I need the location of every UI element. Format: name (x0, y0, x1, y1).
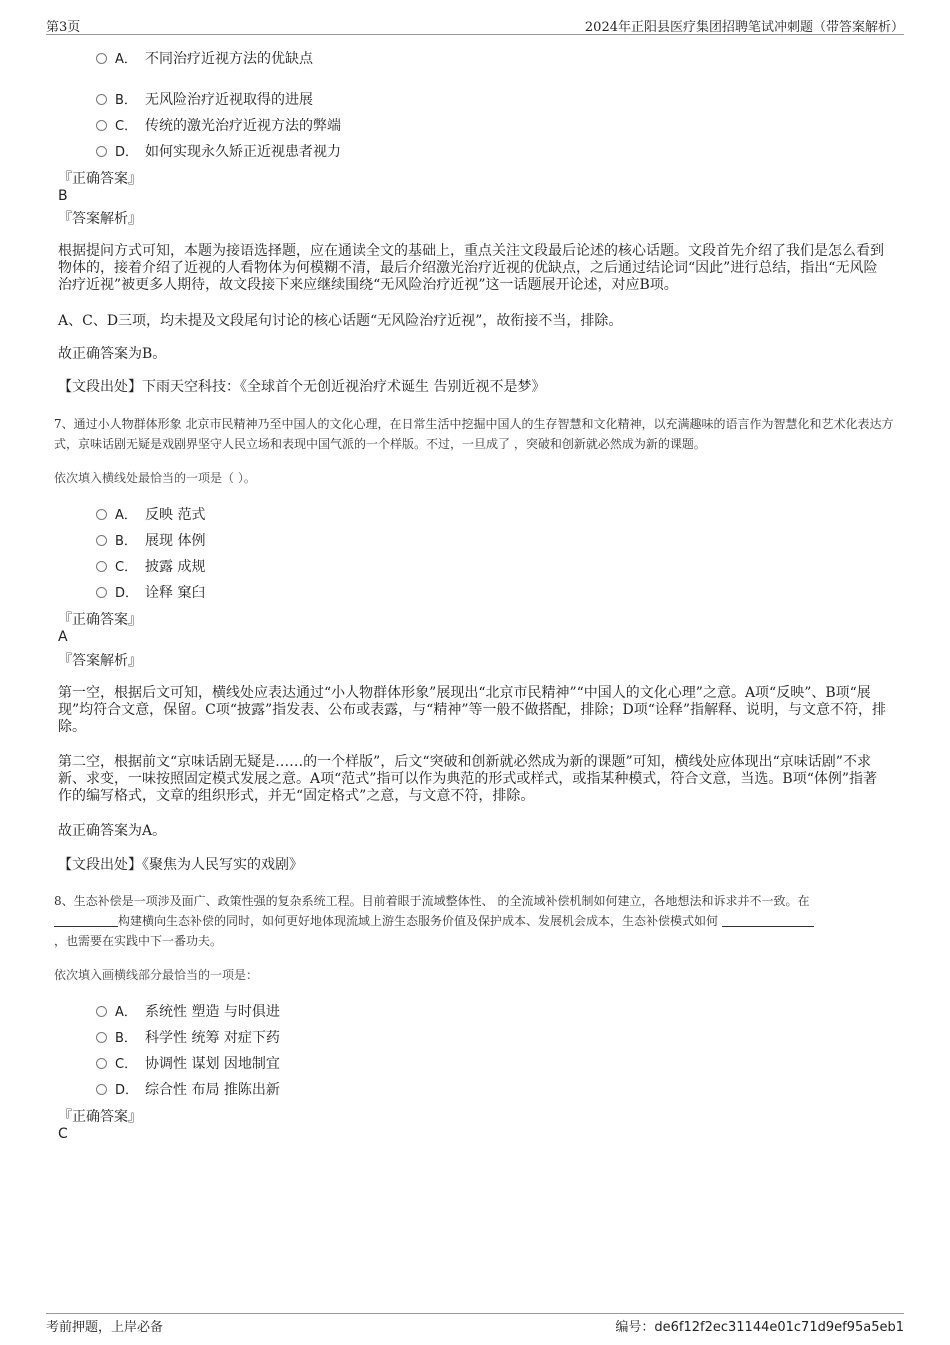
q6-analysis-p2: A、C、D三项，均未提及文段尾句讨论的核心话题“无风险治疗近视”，故衔接不当，排除。 (58, 313, 623, 329)
q7-analysis-label: 『答案解析』 (58, 653, 142, 669)
q7-analysis-p1: 第一空，根据后文可知，横线处应表达通过“小人物群体形象”展现出“北京市民精神”“中国人的文化心理”之意。A项“反映”、B项“展现”均符合文意，保留。C项“披露”指发表、公布或表露，与“精神”等一般不做搭配，排除；D项“诠释”指解释、说明，与文意不符，排除。 (58, 685, 887, 735)
q7-answer-label: 『正确答案』 (58, 612, 142, 628)
page-number: 第3页 (46, 20, 81, 35)
footer-code: 编号：de6f12f2ec31144e01c71d9ef95a5eb1 (615, 1320, 904, 1335)
radio-icon[interactable] (96, 146, 107, 157)
radio-icon[interactable] (96, 1084, 107, 1095)
q7-answer: A (58, 629, 68, 645)
q7-option-c[interactable]: C． 披露 成规 (96, 556, 205, 576)
page-footer (46, 1313, 904, 1334)
radio-icon[interactable] (96, 120, 107, 131)
document-title: 2024年正阳县医疗集团招聘笔试冲刺题（带答案解析） (584, 20, 904, 35)
q7-analysis-p3: 故正确答案为A。 (58, 823, 167, 839)
q8-blank-2 (54, 914, 118, 927)
q8-instruction: 依次填入画横线部分最恰当的一项是： (54, 968, 259, 982)
radio-icon[interactable] (96, 94, 107, 105)
q6-option-c[interactable]: C． 传统的激光治疗近视方法的弊端 (96, 115, 341, 135)
q8-answer: C (58, 1126, 68, 1142)
q8-blank-3 (722, 914, 814, 927)
q7-question: 7、通过小人物群体形象 北京市民精神乃至中国人的文化心理，在日常生活中挖掘中国人的生存智慧和文化精神，以充满趣味的语言作为智慧化和艺术化表达方式，京味话剧无疑是戏剧界坚守人民立场和表现中国气派的一个样版。不过，一旦成了 ，突破和创新就必然成为新的课题。 (54, 417, 894, 451)
q6-option-d[interactable]: D． 如何实现永久矫正近视患者视力 (96, 141, 341, 161)
q6-analysis-label: 『答案解析』 (58, 211, 142, 227)
q6-option-b[interactable]: B． 无风险治疗近视取得的进展 (96, 89, 313, 109)
radio-icon[interactable] (96, 53, 107, 64)
q7-option-a[interactable]: A． 反映 范式 (96, 504, 205, 524)
radio-icon[interactable] (96, 1058, 107, 1069)
q6-answer-label: 『正确答案』 (58, 171, 142, 187)
radio-icon[interactable] (96, 1006, 107, 1017)
q7-option-d[interactable]: D． 诠释 窠臼 (96, 582, 205, 602)
q8-option-d[interactable]: D． 综合性 布局 推陈出新 (96, 1079, 280, 1099)
q8-answer-label: 『正确答案』 (58, 1109, 142, 1125)
radio-icon[interactable] (96, 535, 107, 546)
q6-source: 【文段出处】下雨天空科技：《全球首个无创近视治疗术诞生 告别近视不是梦》 (58, 379, 546, 395)
q8-option-a[interactable]: A． 系统性 塑造 与时俱进 (96, 1001, 280, 1021)
radio-icon[interactable] (96, 509, 107, 520)
q6-answer: B (58, 188, 68, 204)
q6-option-a[interactable]: A． 不同治疗近视方法的优缺点 (96, 48, 313, 68)
q7-source: 【文段出处】《聚焦为人民写实的戏剧》 (58, 857, 303, 873)
q7-analysis-p2: 第二空，根据前文“京味话剧无疑是……的一个样版”，后文“突破和创新就必然成为新的课题”可知，横线处应体现出“京味话剧”不求新、求变，一味按照固定模式发展之意。A项“范式”指可以作为典范的形式或样式，或指某种模式，符合文意，当选。B项“体例”指著作的编写格式，文章的组织形式，并无“固定格式”之意，与文意不符，排除。 (58, 754, 878, 804)
radio-icon[interactable] (96, 561, 107, 572)
q8-option-c[interactable]: C． 协调性 谋划 因地制宜 (96, 1053, 280, 1073)
footer-slogan: 考前押题，上岸必备 (46, 1320, 164, 1335)
q7-option-b[interactable]: B． 展现 体例 (96, 530, 205, 550)
q8-question: 8、生态补偿是一项涉及面广、政策性强的复杂系统工程。目前着眼于流域整体性、 的全流域补偿机制如何建立，各地想法和诉求并不一致。在 构建横向生态补偿的同时，如何更好地体现流域上游生态服务价值及保护成本、发展机会成本，生态补偿模式如何 ，也需要在实践中下一番功夫。 (54, 891, 896, 951)
q6-analysis-p1: 根据提问方式可知，本题为接语选择题，应在通读全文的基础上，重点关注文段最后论述的核心话题。文段首先介绍了我们是怎么看到物体的，接着介绍了近视的人看物体为何模糊不清，最后介绍激光治疗近视的优缺点，之后通过结论词“因此”进行总结，指出“无风险治疗近视”被更多人期待，故文段接下来应继续围绕“无风险治疗近视”这一话题展开论述，对应B项。 (58, 243, 884, 293)
q8-option-b[interactable]: B． 科学性 统筹 对症下药 (96, 1027, 280, 1047)
q7-instruction: 依次填入横线处最恰当的一项是（ ）。 (54, 471, 256, 485)
q6-analysis-p3: 故正确答案为B。 (58, 346, 167, 362)
radio-icon[interactable] (96, 1032, 107, 1043)
page-header (46, 16, 904, 35)
radio-icon[interactable] (96, 587, 107, 598)
